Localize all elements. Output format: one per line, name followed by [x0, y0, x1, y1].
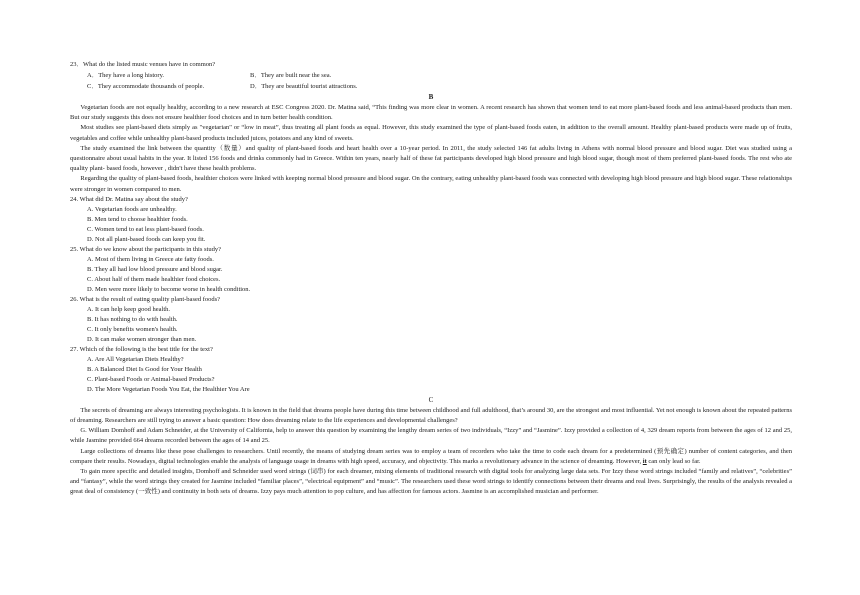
question-25 [70, 245, 792, 295]
question-text: 24. What did Dr. Matina say about the study? [70, 195, 188, 203]
section-b-paragraph: The study examined the link between the quantity（数量）and quality of plant-based foods and heart health over a 10-year period. In 2011, the study selected 146 fat adults living in Athens with normal blood pressure and blood sugar. Diet was studied using a questionnaire about usual habits in the year. It listed 156 foods and drinks commonly had in Greece. Within ten years, nearly half of these fat participants developed high blood pressure and high blood sugar, though most of them preferred plant-based foods. The rest who ate quality plant- based foods, however , didn't have these health problems. [70, 144, 792, 173]
paragraph-text: Large collections of dreams like these pose challenges to researchers. Until recently, the means of studying dream series was to employ a team of recorders who take the time to code each dream for a predetermined (预先确定) number of content categories, and then compare their results. Nowadays, digital technologies enable the analysis of language usage in dreams with high speed, accuracy, and objectivity. This marks a revolutionary advance in the science of dreaming. However, [70, 447, 792, 465]
section-c-paragraph: To gain more specific and detailed insights, Domhoff and Schneider used word strings (词串) for each dreamer, mixing elements of traditional research with digital tools for analyzing large data sets. For Izzy these word strings included “family and relatives”, “celebrities” and “fantasy”, while the word strings they created for Jasmine included “familiar places”, “electrical equipment” and “music”. The researchers used these word strings to identify connections between their dreams and real lives. Surprisingly, the results of the analysis revealed a great deal of consistency (一致性) and continuity in both sets of dreams. Izzy pays much attention to pop culture, and has affection for famous actors. Jasmine is an accomplished musician and performer. [70, 468, 792, 496]
section-c-paragraph: G. William Domhoff and Adam Schneider, at the University of California, help to answer this question by examining the lengthy dream series of two individuals, “Izzy” and “Jasmine”. Izzy provided a collection of 4, 329 dream reports from between the ages of 12 and 25, while Jasmine provided 664 dreams recorded between the ages of 14 and 25. [70, 427, 792, 445]
option: B. A Balanced Diet Is Good for Your Health [87, 365, 202, 373]
option: B. It has nothing to do with health. [87, 315, 178, 323]
exam-page [70, 60, 792, 498]
option-c: C．They accommodate thousands of people. [87, 83, 205, 90]
option-a: A．They have a long history. [87, 72, 165, 79]
option: A. Most of them living in Greece ate fatty foods. [87, 255, 214, 263]
section-c-heading: C [428, 395, 434, 404]
option: C. About half of them made healthier food choices. [87, 275, 221, 283]
section-c-paragraph [70, 447, 792, 467]
option: A. Vegetarian foods are unhealthy. [87, 205, 177, 213]
section-c-paragraph: The secrets of dreaming are always interesting psychologists. It is known in the field that dreams people have during this time between childhood and full adulthood, that’s around 30, are the strongest and most influential. Yet not enough is known about the repeated patterns of dreaming. Researchers are still trying to answer a basic question: How does dreaming relate to the life experiences and developmental challenges? [70, 406, 792, 425]
paragraph-text-tail: can only lead so far. [648, 457, 701, 465]
question-24 [70, 195, 792, 245]
option: A. It can help keep good health. [87, 305, 171, 313]
option: D. The More Vegetarian Foods You Eat, the Healthier You Are [87, 385, 250, 393]
question-text: 26. What is the result of eating quality plant-based foods? [70, 295, 221, 303]
section-b-paragraph: Vegetarian foods are not equally healthy, according to a new research at ESC Congress 2020. Dr. Matina said, “This finding was more clear in women. A recent research has shown that women tend to eat more plant-based foods and less animal-based products than men. But our study suggests this does not ensure healthier food choices and in turn better health condition. [70, 104, 792, 122]
section-b-paragraph: Regarding the quality of plant-based foods, healthier choices were linked with keeping normal blood pressure and blood sugar. On the contrary, eating unhealthy plant-based foods was connected with developing high blood pressure and high blood sugar. These relationships were stronger in women compared to men. [70, 175, 792, 193]
option: C. Plant-based Foods or Animal-based Products? [87, 375, 215, 383]
section-b-heading: B [428, 93, 434, 101]
question-text: 25. What do we know about the participants in this study? [70, 245, 221, 253]
underlined-word: it [642, 457, 647, 465]
option: B. They all had low blood pressure and blood sugar. [87, 265, 223, 273]
question-23-options-row-1 [70, 70, 792, 81]
option-b: B．They are built near the sea. [250, 72, 332, 79]
section-b-paragraph: Most studies see plant-based diets simply as "vegetarian" or “low in meat”, thus treating all plant foods as equal. However, this study examined the type of plant-based foods eaten, in addition to the overall amount. Healthy plant-based products were made up of fruits, vegetables and coffee while unhealthy plant-based products included juices, potatoes and any kind of sweets. [70, 124, 792, 142]
option: C. It only benefits women's health. [87, 325, 178, 333]
option-d: D．They are beautiful tourist attractions. [250, 83, 358, 90]
option: B. Men tend to choose healthier foods. [87, 215, 188, 223]
option: A. Are All Vegetarian Diets Healthy? [87, 355, 184, 363]
option: D. Men were more likely to become worse in health condition. [87, 285, 251, 293]
option: D. Not all plant-based foods can keep you fit. [87, 235, 206, 243]
question-26 [70, 295, 792, 345]
question-text: 27. Which of the following is the best title for the text? [70, 345, 213, 353]
question-27 [70, 345, 792, 395]
question-23: 23．What do the listed music venues have in common? [70, 61, 216, 68]
question-23-options-row-2 [70, 81, 792, 92]
option: D. It can make women stronger than men. [87, 335, 197, 343]
option: C. Women tend to eat less plant-based foods. [87, 225, 204, 233]
